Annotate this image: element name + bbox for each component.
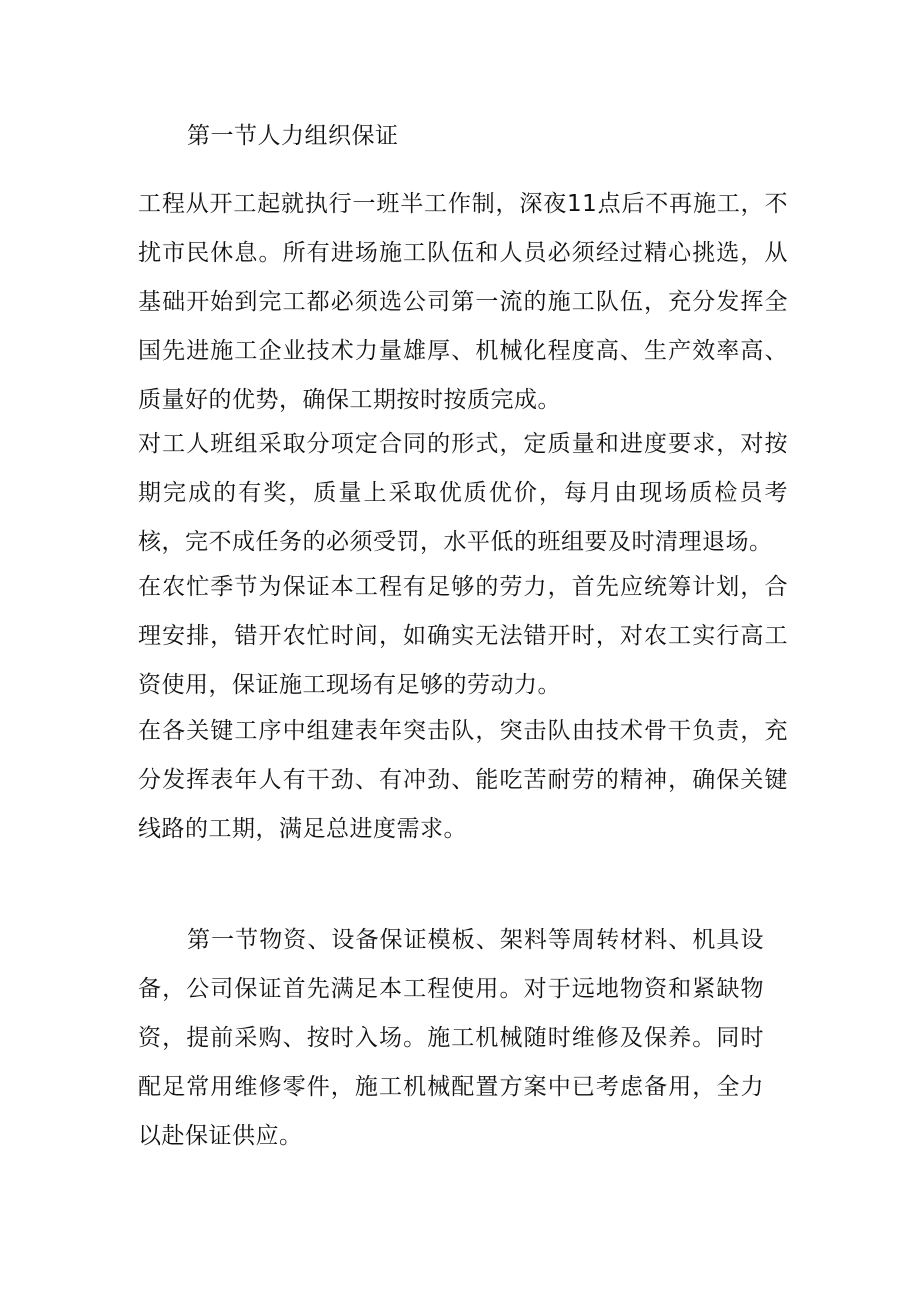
section-heading-personnel: 第一节人力组织保证	[187, 123, 399, 149]
paragraph-youth-commando-team: 在各关键工序中组建表年突击队，突击队由技术骨干负责，充分发挥表年人有干劲、有冲劲、能吃苦耐劳的精神，确保关键线路的工期，满足总进度需求。	[138, 718, 788, 842]
section-materials-equipment: 第一节物资、设备保证模板、架料等周转材料、机具设备，公司保证首先满足本工程使用。对于远地物资和紧缺物资，提前采购、按时入场。施工机械随时维修及保养。同时配足常用维修零件，施工机械配置方案中已考虑备用，全力以赴保证供应。	[138, 927, 764, 1149]
paragraph-work-schedule: 工程从开工起就执行一班半工作制，深夜11点后不再施工，不扰市民休息。所有进场施工队伍和人员必须经过精心挑选，从基础开始到完工都必须选公司第一流的施工队伍，充分发挥全国先进施工企业技术力量雄厚、机械化程度高、生产效率高、质量好的优势，确保工期按时按质完成。	[138, 191, 788, 413]
paragraph-team-contracts: 对工人班组采取分项定合同的形式，定质量和进度要求，对按期完成的有奖，质量上采取优质优价，每月由现场质检员考核，完不成任务的必须受罚，水平低的班组要及时清理退场。	[138, 431, 788, 555]
paragraph-busy-season-labor: 在农忙季节为保证本工程有足够的劳力，首先应统筹计划，合理安排，错开农忙时间，如确实无法错开时，对农工实行高工资使用，保证施工现场有足够的劳动力。	[138, 574, 788, 698]
